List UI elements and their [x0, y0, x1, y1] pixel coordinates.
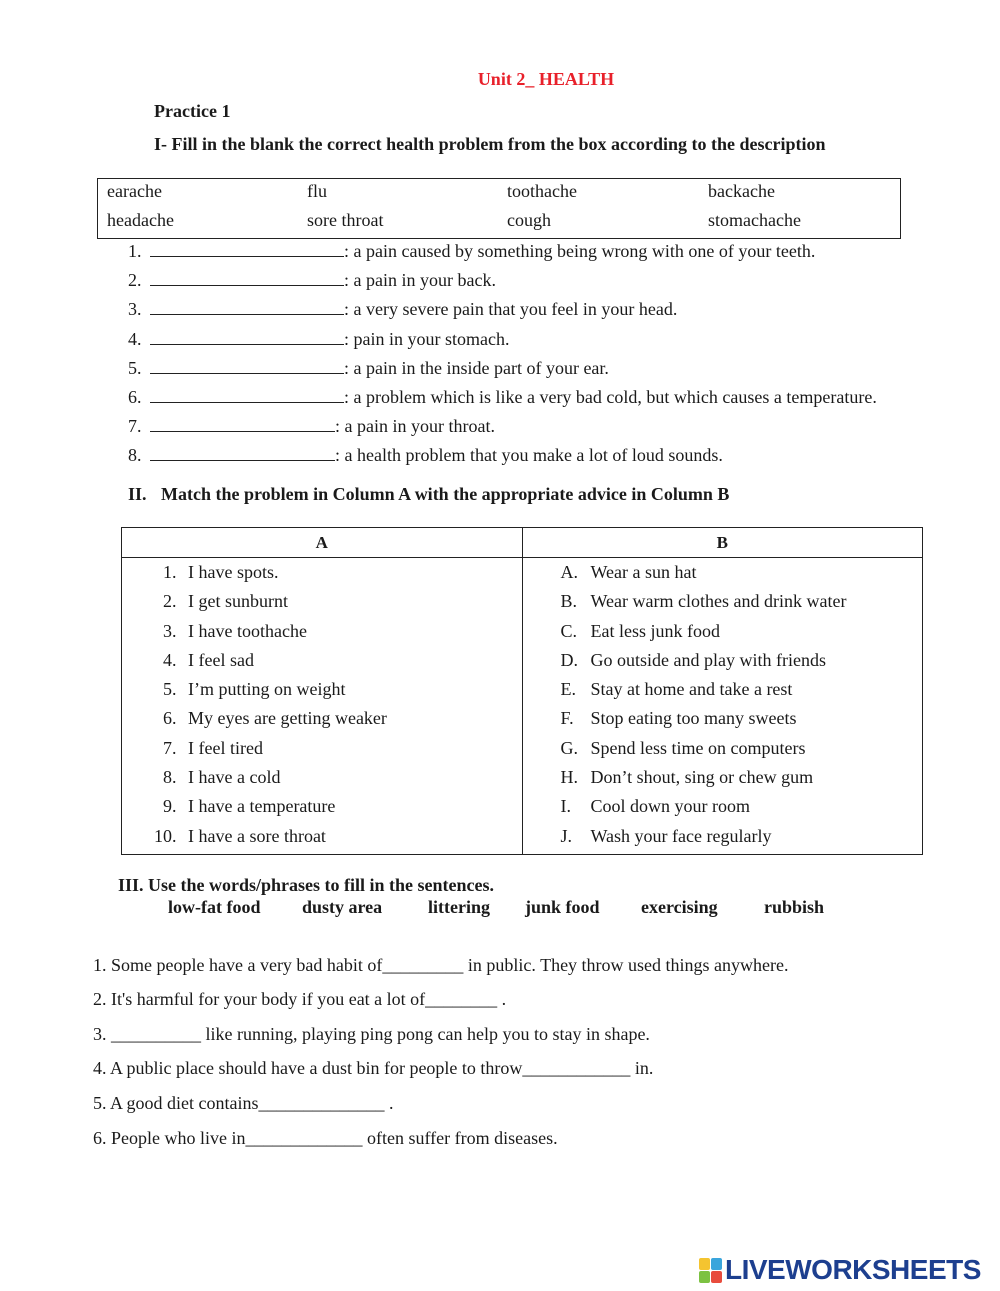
- answer-blank[interactable]: [150, 269, 344, 286]
- answer-blank[interactable]: [150, 415, 335, 432]
- column-a-item: [122, 704, 522, 733]
- fill-item: [128, 328, 509, 350]
- column-a-text: I have a cold: [188, 767, 281, 788]
- sentence-blank[interactable]: ____________: [522, 1058, 631, 1078]
- word-bank-item: dusty area: [302, 897, 383, 917]
- column-a-number: 8.: [163, 767, 177, 788]
- column-b-letter: D.: [560, 649, 578, 670]
- column-a-text: I have a temperature: [188, 796, 336, 817]
- column-b-item: [523, 617, 923, 646]
- fill-item-text: : a health problem that you make a lot of loud sounds.: [335, 445, 723, 465]
- fill-item-text: : a pain in the inside part of your ear.: [344, 358, 609, 378]
- fill-item-number: 6.: [128, 387, 142, 407]
- word-box-item: earache: [107, 181, 162, 201]
- column-a-text: I have toothache: [188, 620, 307, 641]
- section-2-number: II.: [128, 484, 147, 504]
- logo-block: [699, 1258, 710, 1270]
- column-a-text: I feel sad: [188, 649, 254, 670]
- fill-item-text: : a problem which is like a very bad cold, but which causes a temperature.: [344, 387, 877, 407]
- fill-item-text: : a pain in your back.: [344, 270, 496, 290]
- word-bank-item: junk food: [525, 897, 600, 917]
- fill-item: [128, 298, 677, 320]
- column-a-number: 10.: [154, 825, 177, 846]
- column-b-letter: A.: [560, 562, 578, 582]
- fill-item-number: 1.: [128, 241, 142, 261]
- fill-item-text: : pain in your stomach.: [344, 329, 510, 349]
- column-b-item: [523, 822, 923, 851]
- sentence: [93, 1058, 653, 1079]
- column-a-number: 1.: [163, 562, 177, 582]
- sentence-text: 5. A good diet contains: [93, 1093, 259, 1113]
- answer-blank[interactable]: [150, 357, 344, 374]
- word-bank-item: exercising: [641, 897, 718, 917]
- column-a-header: A: [122, 528, 523, 558]
- matching-table: [121, 527, 923, 855]
- sentence: [93, 1128, 558, 1149]
- column-b-header: B: [522, 528, 923, 558]
- column-b-letter: I.: [560, 796, 571, 817]
- fill-item-number: 4.: [128, 329, 142, 349]
- column-a-item: [122, 792, 522, 821]
- column-b-text: Spend less time on computers: [590, 737, 806, 758]
- column-b-item: [523, 646, 923, 675]
- fill-item-text: : a pain caused by something being wrong with one of your teeth.: [344, 241, 816, 261]
- answer-blank[interactable]: [150, 328, 344, 345]
- word-box: [97, 178, 901, 239]
- word-box-item: sore throat: [307, 210, 384, 230]
- word-bank-item: low-fat food: [168, 897, 261, 917]
- column-a-text: I have a sore throat: [188, 825, 326, 846]
- fill-item: [128, 240, 815, 262]
- sentence-text: .: [497, 989, 507, 1009]
- column-a-item: [122, 763, 522, 792]
- section-3-instructions: III. Use the words/phrases to fill in the sentences.: [118, 875, 494, 895]
- column-a-text: My eyes are getting weaker: [188, 708, 387, 729]
- logo-block: [711, 1258, 722, 1270]
- column-a-item: [122, 734, 522, 763]
- column-a-item: [122, 587, 522, 616]
- sentence-text: in.: [630, 1058, 654, 1078]
- sentence-blank[interactable]: _____________: [245, 1128, 363, 1148]
- column-b-letter: J.: [560, 825, 573, 846]
- column-a-number: 5.: [163, 679, 177, 700]
- logo-text: LIVEWORKSHEETS: [725, 1254, 981, 1285]
- sentence-blank[interactable]: ______________: [258, 1093, 385, 1113]
- column-a-number: 4.: [163, 649, 177, 670]
- fill-item: [128, 357, 609, 379]
- section-2-text: Match the problem in Column A with the appropriate advice in Column B: [161, 484, 730, 504]
- sentence: [93, 1024, 650, 1045]
- word-box-item: backache: [708, 181, 775, 201]
- fill-item-number: 5.: [128, 358, 142, 378]
- fill-item-number: 8.: [128, 445, 142, 465]
- worksheet-title: Unit 2_ HEALTH: [477, 69, 615, 89]
- column-b-item: [523, 558, 923, 587]
- column-a-number: 2.: [163, 591, 177, 612]
- column-b-letter: B.: [560, 591, 578, 612]
- column-a-text: I’m putting on weight: [188, 679, 346, 700]
- word-box-item: stomachache: [708, 210, 801, 230]
- sentence: [93, 1093, 394, 1114]
- column-b-text: Stop eating too many sweets: [590, 708, 797, 729]
- column-a-item: [122, 617, 522, 646]
- fill-item: [128, 444, 723, 466]
- column-b-letter: G.: [560, 737, 578, 758]
- column-b-text: Eat less junk food: [590, 620, 720, 641]
- sentence-text: 4. A public place should have a dust bin for people to throw: [93, 1058, 523, 1078]
- column-b-text: Don’t shout, sing or chew gum: [590, 767, 814, 788]
- sentence-text: 2. It's harmful for your body if you eat a lot of: [93, 989, 426, 1009]
- column-b-text: Go outside and play with friends: [590, 649, 826, 670]
- section-1-instructions: I- Fill in the blank the correct health problem from the box according to the description: [154, 134, 826, 154]
- column-b-letter: H.: [560, 767, 578, 788]
- column-a: [122, 558, 523, 855]
- word-box-item: cough: [507, 210, 551, 230]
- column-a-text: I have spots.: [188, 562, 279, 582]
- answer-blank[interactable]: [150, 386, 344, 403]
- liveworksheets-logo[interactable]: [699, 1255, 981, 1285]
- sentence-blank[interactable]: __________: [111, 1024, 201, 1044]
- sentence-text: 3.: [93, 1024, 111, 1044]
- word-box-item: flu: [307, 181, 327, 201]
- column-b-letter: F.: [560, 708, 574, 729]
- logo-block: [711, 1271, 722, 1283]
- word-box-item: headache: [107, 210, 174, 230]
- column-a-item: [122, 822, 522, 851]
- word-bank-item: littering: [428, 897, 490, 917]
- column-a-item: [122, 558, 522, 587]
- column-a-text: I get sunburnt: [188, 591, 288, 612]
- column-b-text: Wash your face regularly: [590, 825, 772, 846]
- sentence-text: 1. Some people have a very bad habit of: [93, 955, 383, 975]
- logo-block: [699, 1271, 710, 1283]
- column-b-text: Wear warm clothes and drink water: [590, 591, 847, 612]
- sentence-text: .: [384, 1093, 394, 1113]
- answer-blank[interactable]: [150, 240, 344, 257]
- practice-heading: Practice 1: [154, 101, 231, 121]
- word-bank-item: rubbish: [764, 897, 825, 917]
- column-b-letter: C.: [560, 620, 578, 641]
- sentence-blank[interactable]: _________: [382, 955, 464, 975]
- sentence: [93, 989, 506, 1010]
- column-b-item: [523, 704, 923, 733]
- sentence-text: 6. People who live in: [93, 1128, 246, 1148]
- word-box-item: toothache: [507, 181, 577, 201]
- sentence-text: like running, playing ping pong can help you to stay in shape.: [201, 1024, 650, 1044]
- fill-item: [128, 415, 495, 437]
- column-a-number: 6.: [163, 708, 177, 729]
- column-b-text: Wear a sun hat: [590, 562, 697, 582]
- fill-item-text: : a very severe pain that you feel in your head.: [344, 299, 678, 319]
- sentence-text: in public. They throw used things anywhere.: [463, 955, 789, 975]
- section-2-instructions: [128, 484, 729, 505]
- column-b-item: [523, 763, 923, 792]
- column-b-item: [523, 587, 923, 616]
- column-b-item: [523, 675, 923, 704]
- fill-item-number: 3.: [128, 299, 142, 319]
- column-b-letter: E.: [560, 679, 576, 700]
- column-b: [522, 558, 923, 855]
- logo-blocks-icon: [699, 1258, 722, 1283]
- answer-blank[interactable]: [150, 298, 344, 315]
- column-a-item: [122, 675, 522, 704]
- fill-item-text: : a pain in your throat.: [335, 416, 495, 436]
- column-a-item: [122, 646, 522, 675]
- answer-blank[interactable]: [150, 444, 335, 461]
- fill-item: [128, 386, 877, 408]
- column-b-item: [523, 792, 923, 821]
- sentence: [93, 955, 789, 976]
- sentence-text: often suffer from diseases.: [362, 1128, 558, 1148]
- column-a-number: 9.: [163, 796, 177, 817]
- fill-item: [128, 269, 496, 291]
- fill-item-number: 7.: [128, 416, 142, 436]
- fill-item-number: 2.: [128, 270, 142, 290]
- column-b-text: Stay at home and take a rest: [590, 679, 793, 700]
- sentence-blank[interactable]: ________: [425, 989, 498, 1009]
- column-a-number: 7.: [163, 737, 177, 758]
- column-a-number: 3.: [163, 620, 177, 641]
- column-b-text: Cool down your room: [590, 796, 750, 817]
- column-a-text: I feel tired: [188, 737, 263, 758]
- column-b-item: [523, 734, 923, 763]
